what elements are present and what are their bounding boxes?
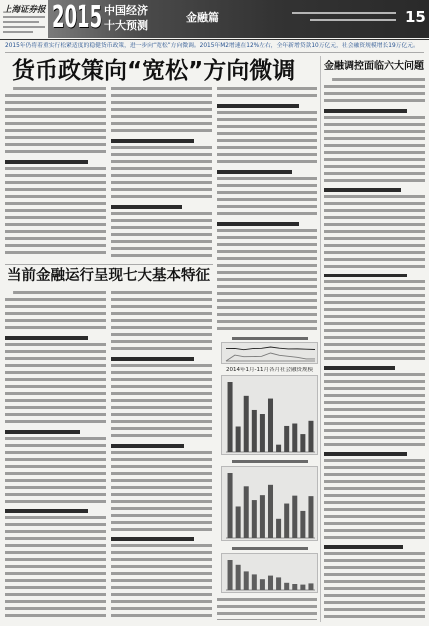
- header-title-line-2: 十大预测: [104, 19, 148, 32]
- subheading-line: [324, 109, 407, 113]
- figure-3-bar-7: [276, 519, 281, 538]
- figure-2-bar-11: [308, 421, 313, 452]
- section-rule: [5, 264, 213, 265]
- body-text-lines: [5, 167, 106, 258]
- body-text-lines: [324, 116, 425, 185]
- figure-2-bar-2: [236, 427, 241, 453]
- second-headline: 当前金融运行呈现七大基本特征: [7, 268, 210, 284]
- article-column: [217, 87, 317, 334]
- masthead-info-line: [3, 21, 39, 23]
- figure-1-line-1: [226, 347, 315, 350]
- body-text-lines: [217, 229, 317, 334]
- masthead-info-line: [3, 26, 45, 28]
- figure-3-bar-9: [292, 496, 297, 538]
- right-column-headline: 金融调控面临六大问题: [324, 61, 424, 72]
- figure-2-bar-3: [244, 396, 249, 452]
- subheading-line: [324, 274, 407, 278]
- body-text-lines: [5, 87, 106, 157]
- body-text-lines: [111, 87, 212, 136]
- subheading-line: [111, 205, 182, 209]
- header-date-line: [292, 12, 396, 14]
- header-year: 2015: [52, 0, 103, 35]
- section-name: 金融篇: [186, 11, 219, 24]
- figure-4-bar-3: [244, 571, 249, 590]
- figure-2-chart: [221, 375, 318, 455]
- figure-3-bar-3: [244, 486, 249, 538]
- body-text-lines: [5, 343, 106, 427]
- subheading-line: [111, 139, 194, 143]
- figure-2-bar-8: [284, 426, 289, 452]
- figure-1-line-2: [226, 353, 315, 361]
- body-text-lines: [111, 451, 212, 535]
- body-text-lines: [111, 212, 212, 261]
- subheading-line: [111, 444, 184, 448]
- figure-3-chart: [221, 466, 318, 541]
- figure-4-bar-8: [284, 583, 289, 590]
- body-text-lines: [324, 373, 425, 449]
- body-text-lines: [111, 146, 212, 202]
- figure-2-bar-5: [260, 414, 265, 452]
- body-text-lines: [5, 291, 106, 333]
- header-rule: [0, 39, 429, 40]
- figure-3-bar-8: [284, 504, 289, 538]
- body-text-lines: [111, 364, 212, 441]
- figure-4-bar-4: [252, 574, 257, 590]
- figure-2-bar-1: [228, 382, 233, 452]
- body-text-lines: [217, 87, 317, 101]
- subheading-line: [324, 452, 407, 456]
- subheading-line: [111, 357, 194, 361]
- body-text-lines: [111, 291, 212, 354]
- main-headline: 货币政策向“宽松”方向微调: [12, 58, 296, 84]
- figure-2-bar-9: [292, 424, 297, 452]
- lead-rule: [5, 52, 424, 53]
- masthead-info-line: [3, 16, 45, 18]
- subheading-line: [5, 430, 80, 434]
- body-text-lines: [5, 516, 106, 621]
- figure-1-title-line: [232, 337, 308, 340]
- figure-4-bar-10: [300, 585, 305, 590]
- body-text-lines: [217, 111, 317, 167]
- lead-summary: 2015年仍将着重实行松紧适度的稳健货币政策，进一步向“宽松”方向微调。2015年M2增速在12%左右，全年新增贷款10万亿元，社会融资规模增长19万亿元。: [5, 43, 419, 49]
- column-separator: [320, 56, 321, 622]
- figure-3-bar-2: [236, 506, 241, 538]
- body-text-lines: [324, 552, 425, 621]
- subheading-line: [5, 160, 88, 164]
- subheading-line: [111, 537, 194, 541]
- subheading-line: [5, 336, 88, 340]
- figure-1-chart: [221, 342, 318, 364]
- body-text-lines: [324, 459, 425, 542]
- figure-4-bar-11: [308, 583, 313, 590]
- body-text-lines: [111, 544, 212, 621]
- body-text-lines: [324, 78, 425, 106]
- subheading-line: [217, 104, 299, 108]
- figure-3-title-line: [232, 460, 308, 463]
- body-text-lines: [324, 280, 425, 363]
- figure-3-bar-5: [260, 495, 265, 538]
- subheading-line: [217, 222, 299, 226]
- figure-2-bar-10: [300, 434, 305, 452]
- body-text-lines: [5, 437, 106, 507]
- figure-4-bar-9: [292, 584, 297, 590]
- figure-3-bar-11: [308, 496, 313, 538]
- figure-4-title-line: [232, 547, 308, 550]
- article-column: [217, 598, 317, 620]
- header-title-line-1: 中国经济: [104, 4, 148, 17]
- subheading-line: [217, 170, 292, 174]
- figure-2-title: 2014年1月-11月各月社会融资规模: [226, 367, 313, 373]
- header-date-line: [310, 19, 396, 21]
- figure-2-bar-7: [276, 445, 281, 452]
- subheading-line: [5, 509, 88, 513]
- figure-4-bar-5: [260, 579, 265, 590]
- figure-4-bar-2: [236, 565, 241, 590]
- article-column: [5, 291, 106, 621]
- body-text-lines: [217, 177, 317, 219]
- figure-4-bar-1: [228, 560, 233, 590]
- figure-4-bar-7: [276, 577, 281, 590]
- masthead-logo: 上海证券报: [3, 5, 46, 15]
- article-column: [324, 78, 425, 621]
- subheading-line: [324, 188, 401, 192]
- article-column: [111, 291, 212, 621]
- article-column: [5, 87, 106, 262]
- figure-4-chart: [221, 553, 318, 593]
- figure-3-bar-1: [228, 473, 233, 538]
- masthead-info-line: [3, 31, 33, 33]
- body-text-lines: [217, 598, 317, 620]
- article-column: [111, 87, 212, 262]
- figure-3-bar-6: [268, 485, 273, 538]
- figure-2-bar-6: [268, 399, 273, 452]
- figure-2-bar-4: [252, 410, 257, 452]
- subheading-line: [324, 545, 403, 549]
- figure-4-bar-6: [268, 576, 273, 590]
- body-text-lines: [324, 195, 425, 271]
- page-number: 15: [405, 8, 426, 26]
- figure-3-bar-4: [252, 500, 257, 538]
- subheading-line: [324, 366, 395, 370]
- figure-3-bar-10: [300, 511, 305, 538]
